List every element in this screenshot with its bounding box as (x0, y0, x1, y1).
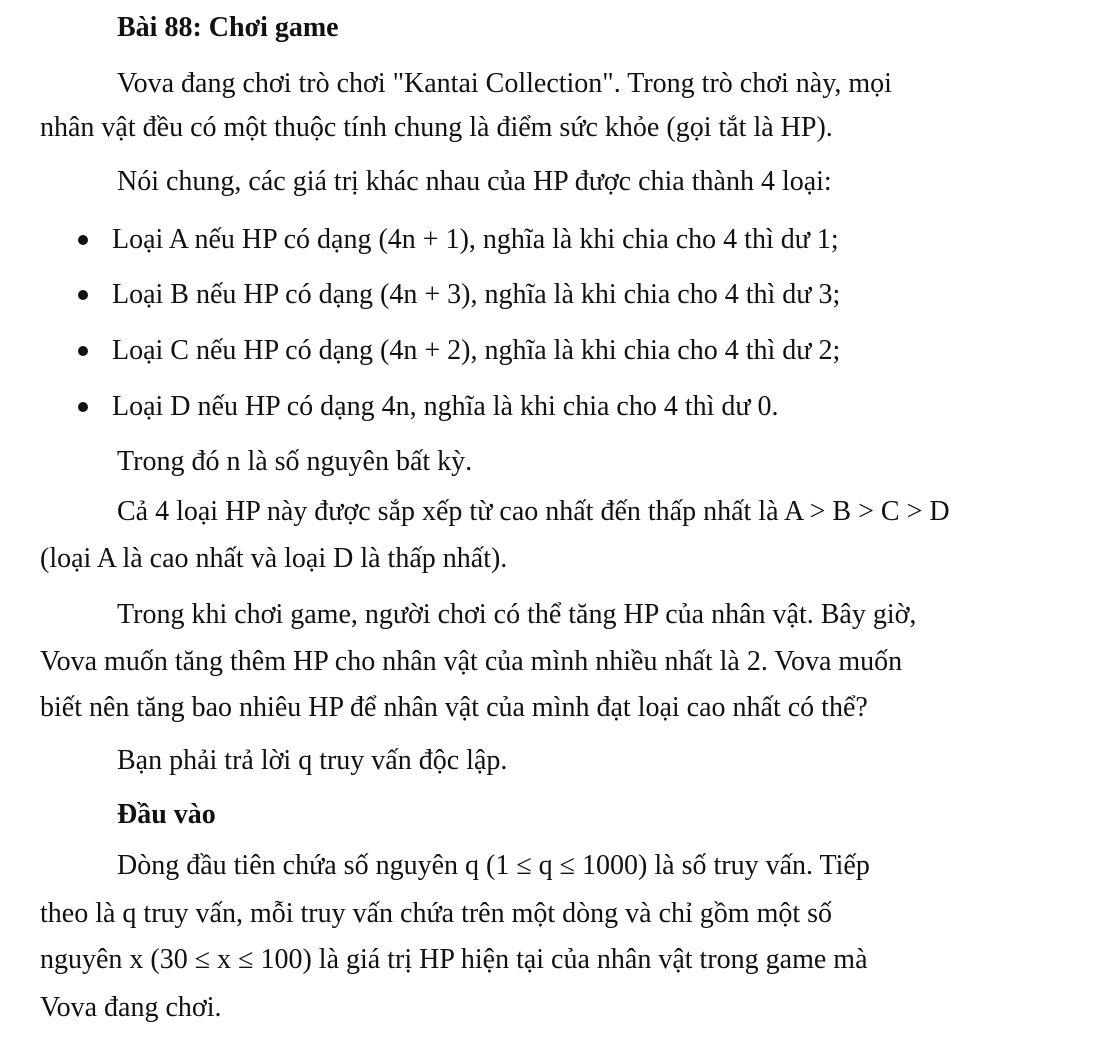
bullet-icon (78, 402, 88, 412)
n-note: Trong đó n là số nguyên bất kỳ. (117, 446, 473, 477)
bullet-item-c (78, 333, 840, 369)
bullet-text: Loại B nếu HP có dạng (4n + 3), nghĩa là khi chia cho 4 thì dư 3; (112, 279, 841, 310)
input-desc-line-4: Vova đang chơi. (40, 992, 222, 1023)
classification-intro: Nói chung, các giá trị khác nhau của HP được chia thành 4 loại: (117, 166, 832, 197)
bullet-icon (78, 346, 88, 356)
gameplay-line-2: Vova muốn tăng thêm HP cho nhân vật của mình nhiều nhất là 2. Vova muốn (40, 646, 903, 677)
bullet-item-d (78, 389, 779, 425)
gameplay-line-1: Trong khi chơi game, người chơi có thể tăng HP của nhân vật. Bây giờ, (117, 599, 917, 630)
bullet-item-b (78, 277, 840, 313)
input-desc-line-2: theo là q truy vấn, mỗi truy vấn chứa trên một dòng và chỉ gồm một số (40, 898, 833, 929)
queries-note: Bạn phải trả lời q truy vấn độc lập. (117, 745, 508, 776)
input-desc-line-1: Dòng đầu tiên chứa số nguyên q (1 ≤ q ≤ 1000) là số truy vấn. Tiếp (117, 850, 870, 881)
input-heading: Đầu vào (117, 799, 216, 830)
intro-line-2: nhân vật đều có một thuộc tính chung là điểm sức khỏe (gọi tắt là HP). (40, 112, 833, 143)
problem-title: Bài 88: Chơi game (117, 12, 339, 43)
bullet-icon (78, 235, 88, 245)
bullet-item-a (78, 222, 839, 258)
bullet-text: Loại D nếu HP có dạng 4n, nghĩa là khi chia cho 4 thì dư 0. (112, 391, 779, 422)
bullet-text: Loại C nếu HP có dạng (4n + 2), nghĩa là khi chia cho 4 thì dư 2; (112, 335, 841, 366)
ordering-line-1: Cả 4 loại HP này được sắp xếp từ cao nhất đến thấp nhất là A > B > C > D (117, 496, 950, 527)
gameplay-line-3: biết nên tăng bao nhiêu HP để nhân vật của mình đạt loại cao nhất có thể? (40, 692, 868, 723)
bullet-icon (78, 290, 88, 300)
bullet-text: Loại A nếu HP có dạng (4n + 1), nghĩa là khi chia cho 4 thì dư 1; (112, 224, 839, 255)
ordering-line-2: (loại A là cao nhất và loại D là thấp nhất). (40, 543, 508, 574)
input-desc-line-3: nguyên x (30 ≤ x ≤ 100) là giá trị HP hiện tại của nhân vật trong game mà (40, 944, 868, 975)
intro-line-1: Vova đang chơi trò chơi "Kantai Collection". Trong trò chơi này, mọi (117, 68, 892, 99)
